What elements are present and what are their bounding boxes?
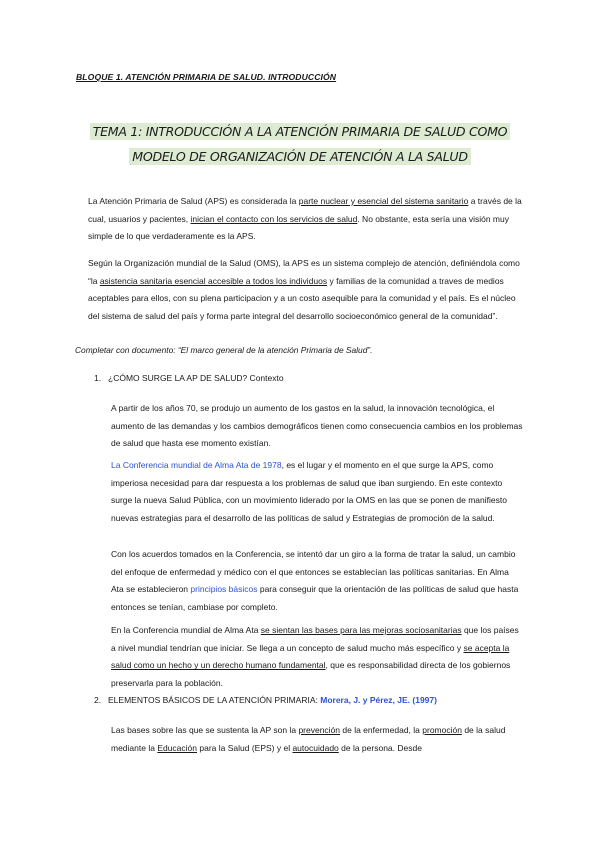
- basic-elements-paragraph: Las bases sobre las que se sustenta la AP son la prevención de la enfermedad, la promoción de la salud mediante la Educación para la Salud (EPS) y el autocuidado de la persona. Desde: [111, 725, 506, 753]
- underlined-phrase: se sientan las bases para las mejoras sociosanitarias: [260, 625, 462, 635]
- context-paragraph-2: La Conferencia mundial de Alma Ata de 1978, es el lugar y el momento en el que surge la APS, como imperiosa necesidad para dar respuesta a los problemas de salud que iban surgiendo. En este contexto surge la nueva Salud Pública, con un movimiento liderado por la OMS en las que se ponen de manifiesto nuevas estrategias para el desarrollo de las políticas de salud y Estrategias de promoción de la salud.: [111, 460, 507, 524]
- underlined-phrase: inician el contacto con los servicios de salud: [190, 213, 358, 224]
- underlined-phrase: asistencia sanitaria esencial accesible a todos los individuos: [99, 275, 328, 286]
- list-item-label: ¿CÓMO SURGE LA AP DE SALUD? Contexto: [108, 373, 284, 383]
- list-number: 1.: [94, 373, 102, 383]
- context-paragraph-1: A partir de los años 70, se produjo un aumento de los gastos en la salud, la innovación tecnológica, el aumento de las demandas y los cambios demográficos tienen como consecuencia cambios en los problemas de salud que hasta ese momento existían.: [111, 403, 523, 449]
- underlined-word: prevención: [298, 725, 341, 735]
- complete-with-document-note: Completar con documento: “El marco general de la atención Primaria de Salud”.: [75, 345, 373, 355]
- block-title: BLOQUE 1. ATENCIÓN PRIMARIA DE SALUD. INTRODUCCIÓN: [76, 72, 337, 82]
- alma-ata-link[interactable]: La Conferencia mundial de Alma Ata de 1978: [111, 460, 282, 470]
- underlined-phrase: parte nuclear y esencial del sistema sanitario: [298, 196, 469, 206]
- list-item-label: ELEMENTOS BÁSICOS DE LA ATENCIÓN PRIMARIA:: [108, 695, 321, 705]
- context-paragraph-4: En la Conferencia mundial de Alma Ata se sientan las bases para las mejoras sociosanitarias que los países a nivel mundial tendrían que iniciar. Se llega a un concepto de salud mucho más específico y se acepta la salud como un hecho y un derecho humano fundamental, que es responsabilidad directa de los gobiernos preservarla para la población.: [111, 625, 519, 689]
- underlined-word: Educación: [157, 742, 198, 753]
- underlined-phrase: se acepta la salud como un hecho y un derecho humano fundamental: [111, 642, 510, 671]
- topic-title-line-2: MODELO DE ORGANIZACIÓN DE ATENCIÓN A LA SALUD: [129, 148, 470, 165]
- underlined-word: promoción: [422, 725, 462, 735]
- topic-title: [60, 119, 540, 169]
- principios-basicos-link[interactable]: principios básicos: [190, 584, 258, 595]
- context-paragraph-3: Con los acuerdos tomados en la Conferencia, se intentó dar un giro a la forma de tratar la salud, un cambio del enfoque de enfermedad y médico con el que entonces se establecían las políticas sanitarias. En Alma Ata se establecieron principios básicos para conseguir que la orientación de las políticas de salud que hasta entonces se tenían, cambiase por completo.: [111, 549, 519, 613]
- intro-paragraph: La Atención Primaria de Salud (APS) es considerada la parte nuclear y esencial del sistema sanitario a través de la cual, usuarios y pacientes, inician el contacto con los servicios de salud. No obstante, esta sería una visión muy simple de lo que verdaderamente es la APS.: [88, 196, 522, 242]
- topic-title-line-1: TEMA 1: INTRODUCCIÓN A LA ATENCIÓN PRIMARIA DE SALUD COMO: [90, 123, 511, 140]
- underlined-word: autocuidado: [292, 742, 339, 753]
- reference-link[interactable]: Morera, J. y Pérez, JE. (1997): [320, 695, 437, 705]
- list-number: 2.: [94, 695, 102, 705]
- oms-definition-paragraph: Según la Organización mundial de la Salud (OMS), la APS es un sistema complejo de atención, definiéndola como “la asistencia sanitaria esencial accesible a todos los individuos y familias de la comunidad a traves de medios aceptables para ellos, con su plena participacion y a un costo asequible para la comunidad y el país. Es el núcleo del sistema de salud del país y forma parte integral del desarrollo socioeconómico general de la comunidad”.: [88, 258, 520, 322]
- list-item-2: [94, 695, 437, 705]
- list-item-1: [94, 373, 284, 383]
